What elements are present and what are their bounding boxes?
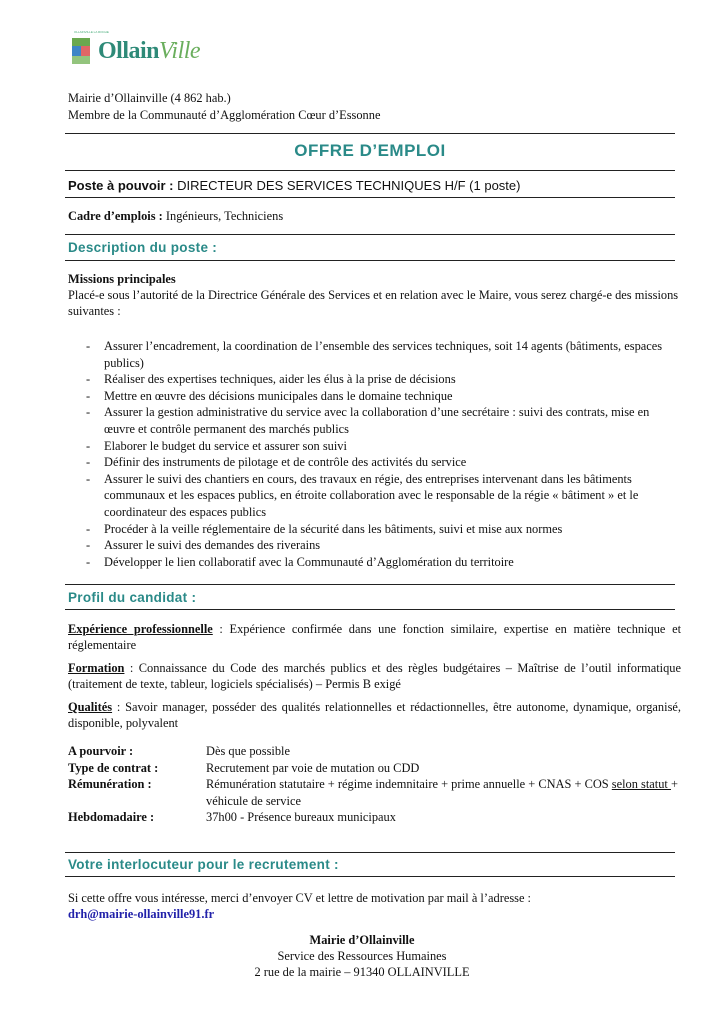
list-item: - Assurer l’encadrement, la coordination de l’ensemble des services techniques, soit 14 agents (bâtiments, espaces publics) (86, 338, 676, 371)
page-title: OFFRE D’EMPLOI (294, 141, 446, 160)
missions-block (68, 271, 683, 319)
experience-label: Expérience professionnelle (68, 622, 213, 636)
divider (65, 584, 675, 585)
divider (65, 852, 675, 853)
divider (65, 260, 675, 261)
footer-name: Mairie d’Ollainville (309, 933, 415, 947)
poste-label: Poste à pouvoir : (68, 178, 174, 193)
divider (65, 234, 675, 235)
footer-address (0, 932, 724, 980)
table-row (68, 776, 681, 809)
formation-paragraph (68, 660, 681, 692)
pourvoir-label: A pourvoir : (68, 744, 134, 758)
missions-label: Missions principales (68, 272, 176, 286)
logo-wordmark (98, 36, 200, 66)
experience-paragraph (68, 621, 681, 653)
logo-caption: OLLAINVILLE LA ROCHE (74, 30, 109, 34)
logo-part1: Ollain (98, 38, 160, 64)
list-item: - Définir des instruments de pilotage et de contrôle des activités du service (86, 454, 676, 471)
remuneration-value (206, 776, 681, 809)
remuneration-label: Rémunération : (68, 777, 152, 792)
org-line2: Membre de la Communauté d’Agglomération Cœur d’Essonne (68, 108, 381, 122)
recrutement-heading: Votre interlocuteur pour le recrutement : (68, 857, 339, 872)
ollainville-logo (70, 28, 220, 74)
qualites-label: Qualités (68, 700, 113, 714)
description-heading: Description du poste : (68, 240, 218, 255)
contrat-value: Recrutement par voie de mutation ou CDD (206, 760, 420, 775)
list-item: - Procéder à la veille réglementaire de la sécurité dans les bâtiments, suivi et mise aux normes (86, 521, 676, 538)
formation-text: : Connaissance du Code des marchés publics et des règles budgétaires – Maîtrise de l’outil informatique (traitement de texte, tableur, logiciels spécialisés) – Permis B exigé (68, 661, 681, 691)
poste-line (68, 178, 520, 194)
divider (65, 197, 675, 198)
experience-text: : Expérience confirmée dans une fonction similaire, expertise en matière technique et réglementaire (68, 622, 682, 652)
divider (65, 876, 675, 877)
footer-address-line: 2 rue de la mairie – 91340 OLLAINVILLE (254, 965, 470, 979)
pourvoir-value: Dès que possible (206, 744, 290, 758)
list-item: - Assurer le suivi des chantiers en cours, des travaux en régie, des entreprises intervenant dans les bâtiments communaux et les espaces publics, en étroite collaboration avec le responsable de la régie « bâtiment » et le coordinateur des espaces publics (86, 471, 676, 521)
hebdo-label: Hebdomadaire : (68, 810, 155, 825)
task-list (86, 338, 676, 570)
contact-email-link[interactable]: drh@mairie-ollainville91.fr (68, 907, 215, 921)
poste-value: DIRECTEUR DES SERVICES TECHNIQUES H/F (1 poste) (177, 178, 521, 193)
remuneration-text1: Rémunération statutaire + régime indemnitaire + prime annuelle + CNAS + COS (206, 777, 612, 792)
profil-heading: Profil du candidat : (68, 590, 197, 605)
list-item: - Assurer la gestion administrative du service avec la collaboration d’une secrétaire : suivi des contrats, mise en œuvre et contrôle permanent des marchés publics (86, 404, 676, 437)
qualites-text: : Savoir manager, posséder des qualités relationnelles et rédactionnelles, être autonome, dynamique, organisé, disponible, polyvalent (68, 700, 681, 730)
footer-service: Service des Ressources Humaines (277, 949, 447, 963)
remuneration-text2: + véhicule de service (206, 777, 678, 808)
logo-part2: Ville (159, 38, 201, 64)
list-item: - Développer le lien collaboratif avec la Communauté d’Agglomération du territoire (86, 554, 676, 571)
remuneration-underlined: selon statut (611, 777, 671, 792)
job-details-table (68, 743, 681, 826)
organization-info (68, 90, 380, 124)
missions-intro: Placé-e sous l’autorité de la Directrice Générale des Services et en relation avec le Maire, vous serez chargé-e des missions suivantes : (68, 288, 679, 318)
cadre-line (68, 208, 283, 224)
divider (65, 609, 675, 610)
org-line1: Mairie d’Ollainville (4 862 hab.) (68, 91, 231, 105)
table-row (68, 743, 681, 760)
contrat-label: Type de contrat : (68, 760, 159, 775)
contact-text: Si cette offre vous intéresse, merci d’envoyer CV et lettre de motivation par mail à l’adresse : (68, 891, 532, 905)
contact-block (68, 890, 681, 922)
divider (65, 133, 675, 134)
table-row (68, 760, 681, 777)
list-item: - Mettre en œuvre des décisions municipales dans le domaine technique (86, 388, 676, 405)
qualites-paragraph (68, 699, 681, 731)
hebdo-value: 37h00 - Présence bureaux municipaux (206, 810, 396, 825)
cadre-label: Cadre d’emplois : (68, 209, 163, 223)
divider (65, 170, 675, 171)
list-item: - Réaliser des expertises techniques, aider les élus à la prise de décisions (86, 371, 676, 388)
cadre-value: Ingénieurs, Techniciens (165, 209, 284, 223)
formation-label: Formation (68, 661, 125, 675)
list-item: - Elaborer le budget du service et assurer son suivi (86, 438, 676, 455)
list-item: - Assurer le suivi des demandes des riverains (86, 537, 676, 554)
town-crest-icon (70, 34, 94, 68)
table-row (68, 809, 681, 826)
